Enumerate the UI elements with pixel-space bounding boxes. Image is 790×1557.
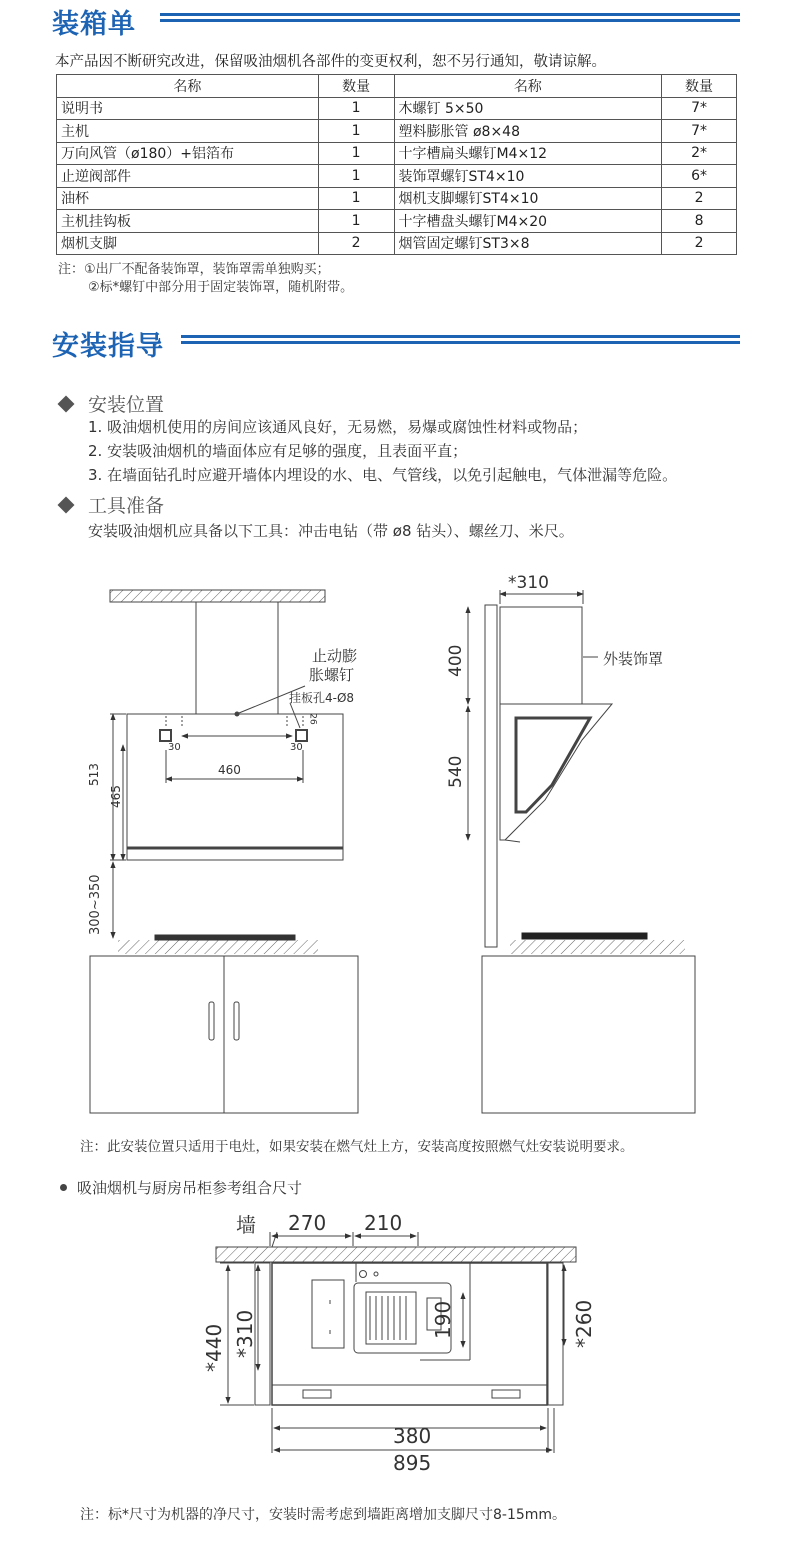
item-name: 十字槽盘头螺钉M4×20: [394, 210, 662, 233]
item-name: 主机挂钩板: [57, 210, 319, 233]
item-qty: 7*: [662, 120, 737, 143]
hood-side-panel: [312, 1280, 344, 1348]
anchor-bolt-point: [235, 712, 239, 716]
dim-label-400: 400: [446, 644, 466, 677]
hood-outline: [272, 1263, 547, 1405]
cabinet-left-side: [255, 1263, 270, 1405]
dim-label-465: 465: [109, 785, 123, 808]
item-qty: 8: [662, 210, 737, 233]
location-item: 3. 在墙面钻孔时应避开墙体内埋设的水、电、气管线，以免引起触电，气体泄漏等危险。: [88, 466, 678, 484]
item-qty: 7*: [662, 97, 737, 120]
dim-label-460: 460: [218, 763, 241, 777]
header-qty: 数量: [662, 75, 737, 98]
item-qty: 2: [662, 232, 737, 255]
item-name: 烟管固定螺钉ST3×8: [394, 232, 662, 255]
screw-icon: [360, 1271, 367, 1278]
hood-base-line: [505, 840, 520, 842]
dim-label-210: 210: [364, 1211, 403, 1235]
dim-label-380: 380: [393, 1424, 432, 1448]
wall-leader-line: [272, 1232, 277, 1247]
item-qty: 1: [318, 165, 394, 188]
header-name: 名称: [57, 75, 319, 98]
item-qty: 2*: [662, 142, 737, 165]
dim-label-190: 190: [431, 1300, 455, 1339]
guide-title: 安装指导: [52, 331, 164, 362]
item-qty: 2: [318, 232, 394, 255]
hole-leader-line: [290, 703, 300, 728]
label-outer-cover: 外装饰罩: [603, 650, 664, 668]
side-wall: [485, 605, 497, 947]
dim-label-300-350: 300~350: [88, 874, 103, 935]
hood-foot-left: [303, 1390, 331, 1398]
side-hood-glass-panel: [516, 718, 590, 812]
install-position-note: 注：此安装位置只适用于电灶，如果安装在燃气灶上方，安装高度按照燃气灶安装说明要求。: [80, 1139, 634, 1155]
dim-label-260: *260: [572, 1299, 596, 1348]
item-name: 止逆阀部件: [57, 165, 319, 188]
front-counter-hatch: [118, 940, 318, 954]
dim-label-513: 513: [87, 763, 101, 786]
dim-label-30-right: 30: [290, 742, 303, 753]
dim-label-side-310: *310: [508, 573, 549, 593]
side-counter-hatch: [510, 940, 685, 954]
item-name: 十字槽扁头螺钉M4×12: [394, 142, 662, 165]
tools-title: 工具准备: [88, 495, 165, 517]
ceiling-hatch: [110, 590, 325, 602]
dim-label-895: 895: [393, 1451, 432, 1475]
cabinet-combination-drawing: [216, 1232, 576, 1453]
item-qty: 1: [318, 120, 394, 143]
packing-title: 装箱单: [52, 9, 136, 40]
dim-label-30-left: 30: [168, 742, 181, 753]
item-qty: 1: [318, 142, 394, 165]
cabinet-handle-right: [234, 1002, 239, 1040]
dim-label-270: 270: [288, 1211, 327, 1235]
item-name: 装饰罩螺钉ST4×10: [394, 165, 662, 188]
dim-label-440: *440: [202, 1323, 226, 1372]
label-anchor-bolt: 止动膨: [312, 647, 358, 665]
label-wall: 墙: [236, 1213, 256, 1237]
packing-note-1: 注：①出厂不配备装饰罩，装饰罩需单独购买；: [58, 262, 330, 277]
item-qty: 2: [662, 187, 737, 210]
location-title: 安装位置: [88, 394, 165, 416]
hanging-hole-left: [160, 730, 171, 741]
cabinet-right-side: [548, 1263, 563, 1405]
cabinet-title: 吸油烟机与厨房吊柜参考组合尺寸: [77, 1179, 303, 1197]
label-hanging-hole: 挂板孔4-Ø8: [289, 691, 355, 705]
screw-icon: [374, 1272, 378, 1276]
cabinet-subheader: [60, 1177, 302, 1198]
hanging-hole-right: [296, 730, 307, 741]
cabinet-handle-left: [209, 1002, 214, 1040]
dim-label-540: 540: [446, 755, 466, 788]
item-qty: 6*: [662, 165, 737, 188]
front-cooktop: [155, 935, 295, 940]
dim-label-26: 26: [307, 713, 318, 725]
item-name: 油杯: [57, 187, 319, 210]
item-qty: 1: [318, 210, 394, 233]
item-name: 烟机支脚: [57, 232, 319, 255]
hood-lower-panel: [272, 1385, 547, 1405]
footer-note: 注：标*尺寸为机器的净尺寸，安装时需考虑到墙距离增加支脚尺寸8-15mm。: [80, 1507, 567, 1523]
item-name: 塑料膨胀管 ø8×48: [394, 120, 662, 143]
side-chimney-cover: [500, 607, 582, 704]
cabinet-top-hatch: [216, 1247, 576, 1262]
item-name: 说明书: [57, 97, 319, 120]
dim-label-cab-310: *310: [233, 1309, 257, 1358]
item-name: 烟机支脚螺钉ST4×10: [394, 187, 662, 210]
side-cooktop: [522, 933, 647, 939]
item-name: 木螺钉 5×50: [394, 97, 662, 120]
location-item: 2. 安装吸油烟机的墙面体应有足够的强度，且表面平直；: [88, 442, 468, 460]
item-qty: 1: [318, 97, 394, 120]
bullet-dot-icon: [60, 1184, 67, 1191]
header-qty: 数量: [318, 75, 394, 98]
item-name: 万向风管（ø180）+铝箔布: [57, 142, 319, 165]
packing-intro: 本产品因不断研究改进，保留吸油烟机各部件的变更权利，恕不另行通知，敬请谅解。: [55, 54, 606, 70]
tools-text: 安装吸油烟机应具备以下工具：冲击电钻（带 ø8 钻头）、螺丝刀、米尺。: [88, 522, 574, 540]
header-name: 名称: [394, 75, 662, 98]
fan-unit: [366, 1292, 416, 1344]
packing-note-2: ②标*螺钉中部分用于固定装饰罩，随机附带。: [88, 280, 354, 295]
location-item: 1. 吸油烟机使用的房间应该通风良好，无易燃，易爆或腐蚀性材料或物品；: [88, 418, 588, 436]
side-cabinet: [482, 956, 695, 1113]
hood-foot-right: [492, 1390, 520, 1398]
front-chimney-cover: [196, 602, 278, 714]
label-anchor-bolt-2: 胀螺钉: [309, 666, 355, 684]
item-qty: 1: [318, 187, 394, 210]
item-name: 主机: [57, 120, 319, 143]
